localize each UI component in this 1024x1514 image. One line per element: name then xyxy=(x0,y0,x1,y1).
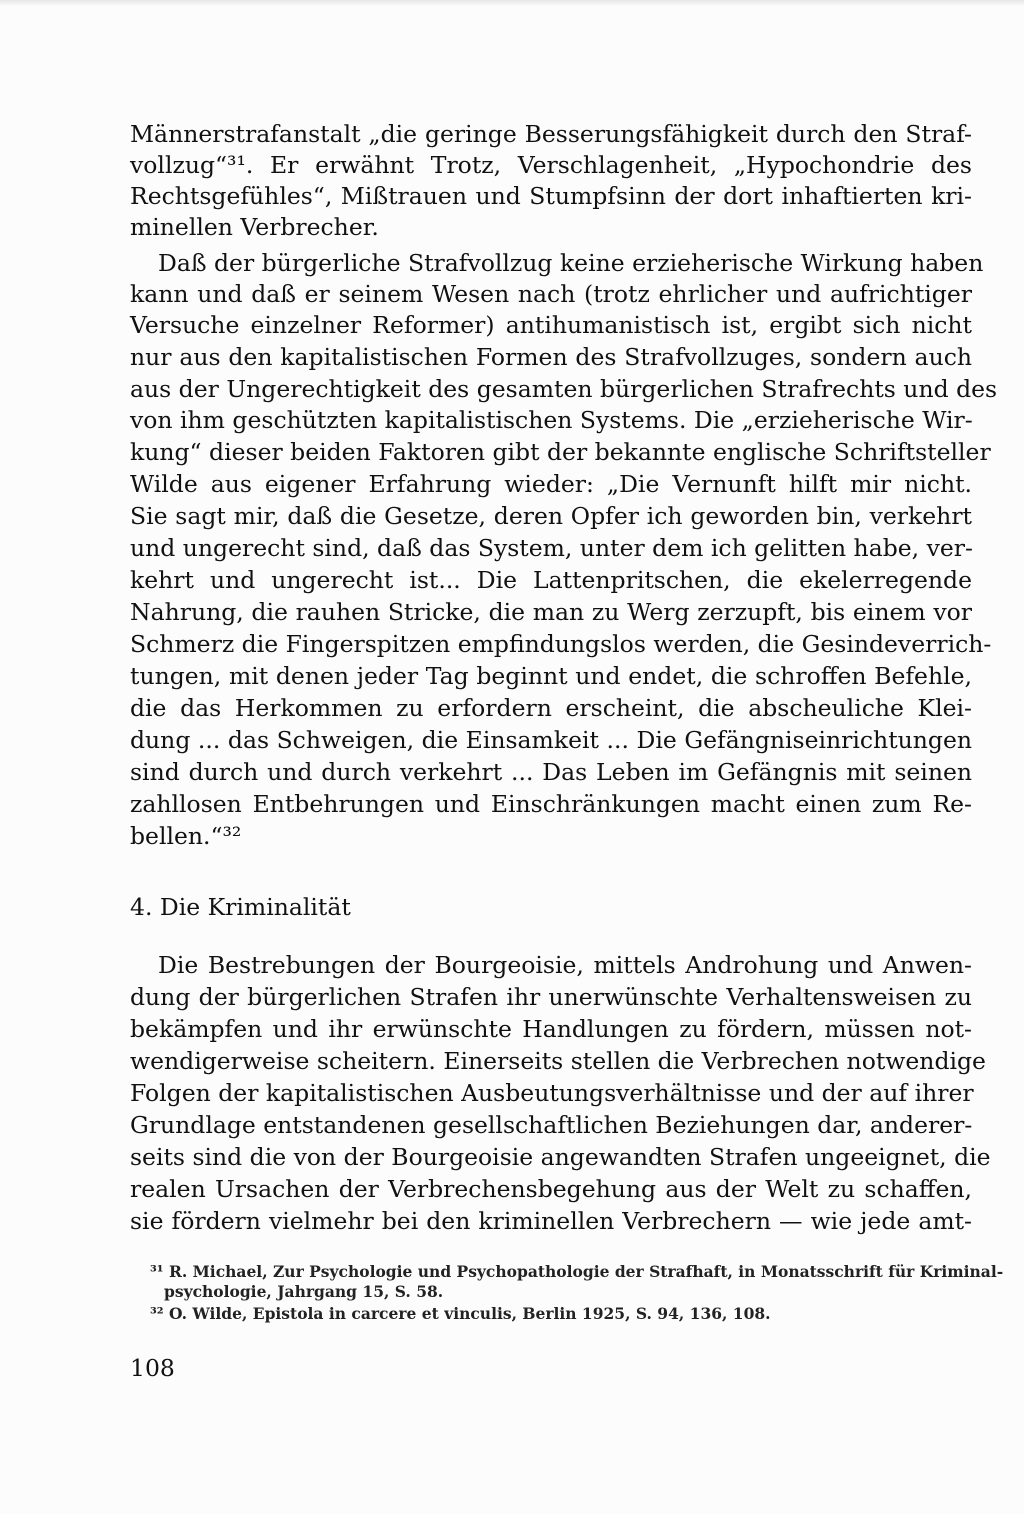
section-line: Die Bestrebungen der Bourgeoisie, mittels Androhung und Anwen- xyxy=(158,951,972,979)
section-heading: 4. Die Kriminalität xyxy=(130,893,351,921)
body-line: Daß der bürgerliche Strafvollzug keine erzieherische Wirkung haben xyxy=(158,249,984,277)
section-line: wendigerweise scheitern. Einerseits stellen die Verbrechen notwendige xyxy=(130,1047,986,1075)
body-line: kung“ dieser beiden Faktoren gibt der bekannte englische Schriftsteller xyxy=(130,438,991,466)
body-line: Schmerz die Fingerspitzen empfindungslos werden, die Gesindeverrich- xyxy=(130,630,992,658)
body-line: vollzug“³¹. Er erwähnt Trotz, Verschlagenheit, „Hypochondrie des xyxy=(130,151,972,179)
body-line: sind durch und durch verkehrt ... Das Leben im Gefängnis mit seinen xyxy=(130,758,972,786)
body-line: bellen.“³² xyxy=(130,822,242,850)
body-line: kann und daß er seinem Wesen nach (trotz ehrlicher und aufrichtiger xyxy=(130,280,972,308)
body-line: Männerstrafanstalt „die geringe Besserungsfähigkeit durch den Straf- xyxy=(130,120,972,148)
body-line: dung ... das Schweigen, die Einsamkeit ... Die Gefängniseinrichtungen xyxy=(130,726,972,754)
body-line: Nahrung, die rauhen Stricke, die man zu Werg zerzupft, bis einem vor xyxy=(130,598,972,626)
section-line: realen Ursachen der Verbrechensbegehung aus der Welt zu schaffen, xyxy=(130,1175,972,1203)
page-top-shadow xyxy=(0,0,1024,6)
body-line: Rechtsgefühles“, Mißtrauen und Stumpfsinn der dort inhaftierten kri- xyxy=(130,182,972,210)
body-line: minellen Verbrecher. xyxy=(130,213,379,241)
body-line: zahllosen Entbehrungen und Einschränkungen macht einen zum Re- xyxy=(130,790,972,818)
section-line: dung der bürgerlichen Strafen ihr unerwünschte Verhaltensweisen zu xyxy=(130,983,972,1011)
body-line: die das Herkommen zu erfordern erscheint, die abscheuliche Klei- xyxy=(130,694,972,722)
footnote-31: ³¹ R. Michael, Zur Psychologie und Psychopathologie der Strafhaft, in Monatsschrift für Kriminal- xyxy=(150,1262,1004,1281)
section-line: Grundlage entstandenen gesellschaftlichen Beziehungen dar, anderer- xyxy=(130,1111,973,1139)
body-line: und ungerecht sind, daß das System, unter dem ich gelitten habe, ver- xyxy=(130,534,973,562)
section-line: sie fördern vielmehr bei den kriminellen Verbrechern — wie jede amt- xyxy=(130,1207,972,1235)
body-line: Versuche einzelner Reformer) antihumanistisch ist, ergibt sich nicht xyxy=(130,311,972,339)
footnote-31-continued: psychologie, Jahrgang 15, S. 58. xyxy=(164,1282,444,1301)
body-line: Sie sagt mir, daß die Gesetze, deren Opfer ich geworden bin, verkehrt xyxy=(130,502,972,530)
section-line: bekämpfen und ihr erwünschte Handlungen zu fördern, müssen not- xyxy=(130,1015,972,1043)
body-line: kehrt und ungerecht ist... Die Lattenpritschen, die ekelerregende xyxy=(130,566,972,594)
body-line: aus der Ungerechtigkeit des gesamten bürgerlichen Strafrechts und des xyxy=(130,375,998,403)
body-line: tungen, mit denen jeder Tag beginnt und endet, die schroffen Befehle, xyxy=(130,662,972,690)
footnote-32: ³² O. Wilde, Epistola in carcere et vinculis, Berlin 1925, S. 94, 136, 108. xyxy=(150,1304,771,1323)
section-line: seits sind die von der Bourgeoisie angewandten Strafen ungeeignet, die xyxy=(130,1143,991,1171)
body-line: nur aus den kapitalistischen Formen des Strafvollzuges, sondern auch xyxy=(130,343,972,371)
body-line: von ihm geschützten kapitalistischen Systems. Die „erzieherische Wir- xyxy=(130,406,973,434)
section-line: Folgen der kapitalistischen Ausbeutungsverhältnisse und der auf ihrer xyxy=(130,1079,974,1107)
page-number: 108 xyxy=(130,1354,175,1382)
body-line: Wilde aus eigener Erfahrung wieder: „Die Vernunft hilft mir nicht. xyxy=(130,470,972,498)
